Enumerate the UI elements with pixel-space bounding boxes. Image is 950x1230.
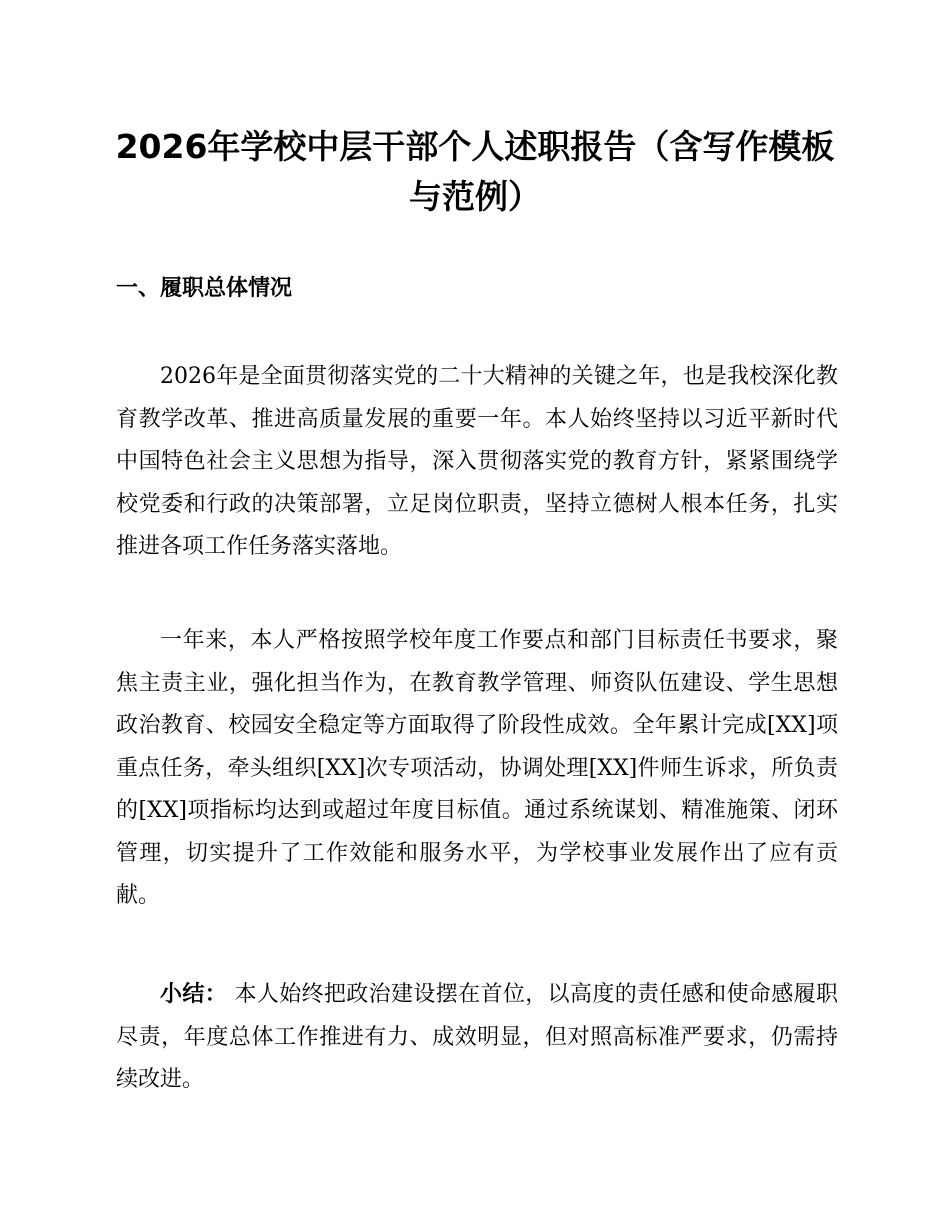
section-heading: 一、履职总体情况 (116, 276, 293, 301)
document-title: 2026年学校中层干部个人述职报告（含写作模板与范例） (115, 127, 835, 216)
summary-label: 小结： (160, 982, 228, 1007)
body-paragraph: 一年来，本人严格按照学校年度工作要点和部门目标责任书要求，聚焦主责主业，强化担当作为，在教育教学管理、师资队伍建设、学生思想政治教育、校园安全稳定等方面取得了阶段性成效。全年累计完成[XX]项重点任务，牵头组织[XX]次专项活动，协调处理[XX]件师生诉求，所负责的[XX]项指标均达到或超过年度目标值。通过系统谋划、精准施策、闭环管理，切实提升了工作效能和服务水平，为学校事业发展作出了应有贡献。 (116, 628, 838, 908)
body-paragraph: 2026年是全面贯彻落实党的二十大精神的关键之年，也是我校深化教育教学改革、推进高质量发展的重要一年。本人始终坚持以习近平新时代中国特色社会主义思想为指导，深入贯彻落实党的教育方针，紧紧围绕学校党委和行政的决策部署，立足岗位职责，坚持立德树人根本任务，扎实推进各项工作任务落实落地。 (116, 364, 838, 559)
summary-paragraph (116, 974, 838, 1102)
summary-text: 本人始终把政治建设摆在首位，以高度的责任感和使命感履职尽责，年度总体工作推进有力、成效明显，但对照高标准严要求，仍需持续改进。 (116, 982, 838, 1092)
